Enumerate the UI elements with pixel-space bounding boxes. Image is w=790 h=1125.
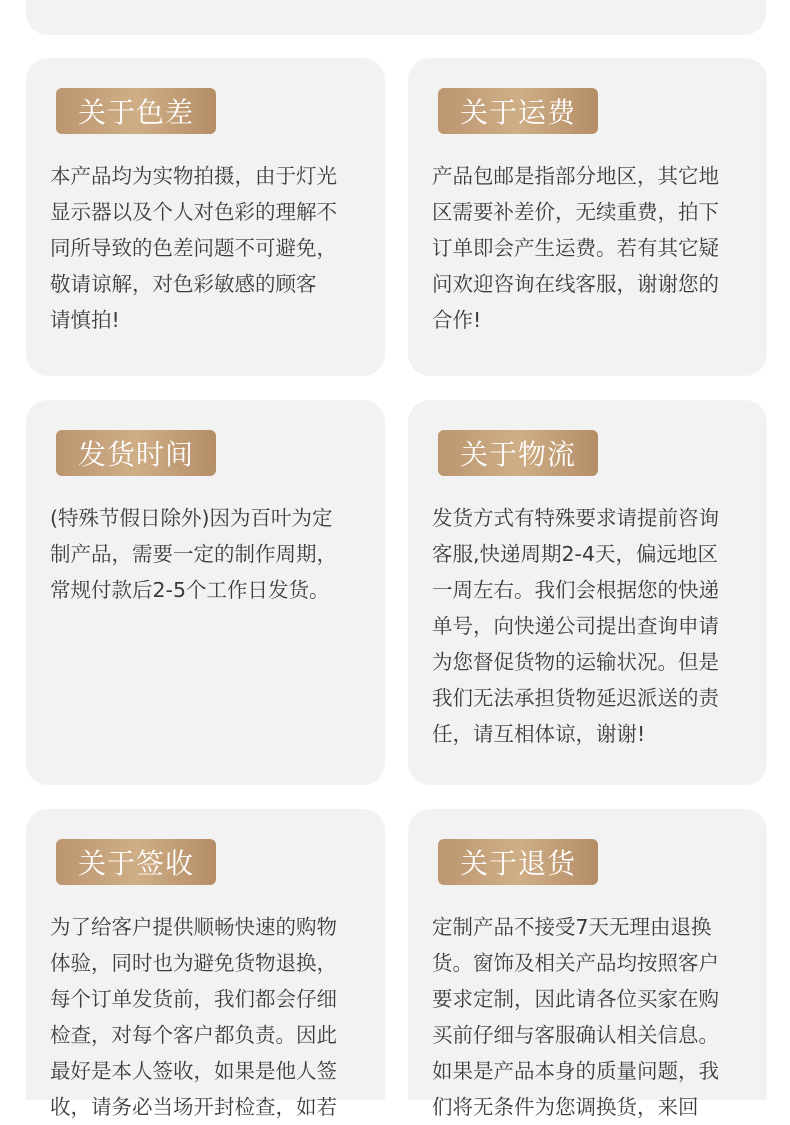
color-difference-text: 本产品均为实物拍摄，由于灯光 显示器以及个人对色彩的理解不 同所导致的色差问题不可避免， 敬请谅解，对色彩敏感的顾客 请慎拍! [50, 164, 337, 332]
shipping-time-title: 发货时间 [56, 430, 216, 476]
returns-text: 定制产品不接受7天无理由退换 货。窗饰及相关产品均按照客户 要求定制，因此请各位买家在购 买前仔细与客服确认相关信息。 如果是产品本身的质量问题，我 们将无条件为您调换货，来回 [432, 915, 719, 1119]
logistics-text: 发货方式有特殊要求请提前咨询 客服,快递周期2-4天，偏远地区 一周左右。我们会根据您的快递 单号，向快递公司提出查询申请 为您督促货物的运输状况。但是 我们无法承担货物延迟派送的责 任，请互相体谅，谢谢! [432, 506, 719, 746]
returns-card [408, 809, 767, 1119]
logistics-card [408, 400, 767, 785]
logistics-title: 关于物流 [438, 430, 598, 476]
returns-title: 关于退货 [438, 839, 598, 885]
shipping-fee-text: 产品包邮是指部分地区，其它地 区需要补差价，无续重费，拍下 订单即会产生运费。若有其它疑 问欢迎咨询在线客服，谢谢您的 合作! [432, 164, 719, 332]
shipping-time-card [26, 400, 385, 785]
receipt-title: 关于签收 [56, 839, 216, 885]
top-card [26, 0, 766, 35]
color-difference-card [26, 58, 385, 376]
shipping-fee-card [408, 58, 767, 376]
receipt-text: 为了给客户提供顺畅快速的购物 体验，同时也为避免货物退换， 每个订单发货前，我们都会仔细 检查，对每个客户都负责。因此 最好是本人签收，如果是他人签 收，请务必当场开封检查，如若 [50, 915, 337, 1119]
shipping-fee-title: 关于运费 [438, 88, 598, 134]
receipt-card [26, 809, 385, 1119]
shipping-time-text: (特殊节假日除外)因为百叶为定 制产品，需要一定的制作周期， 常规付款后2-5个工作日发货。 [50, 506, 337, 602]
color-difference-title: 关于色差 [56, 88, 216, 134]
